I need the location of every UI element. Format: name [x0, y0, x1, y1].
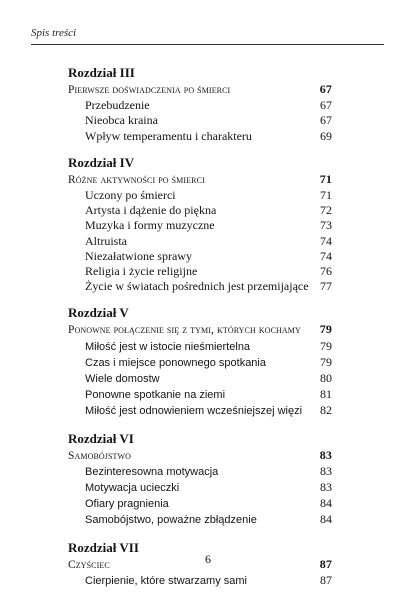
page-number: 6: [205, 552, 211, 566]
toc-entry: [68, 480, 332, 496]
toc-entry: [68, 129, 332, 144]
toc-entry-title: Uczony po śmierci: [85, 188, 176, 203]
toc-entry-page: 72: [320, 203, 332, 218]
toc-entry: [68, 387, 332, 403]
toc-entry-title: Wpływ temperamentu i charakteru: [85, 128, 252, 143]
toc-entry-page: 76: [320, 264, 332, 279]
toc-entry-title: Altruista: [85, 233, 127, 248]
chapter-page-number: 87: [319, 556, 332, 571]
toc-entry-page: 77: [320, 279, 332, 294]
toc-entry-page: 71: [320, 188, 332, 203]
toc-entry: [68, 218, 332, 233]
toc-entry: [68, 234, 332, 249]
toc-entry-page: 84: [320, 512, 332, 527]
toc-entry-title: Czas i miejsce ponownego spotkania: [85, 356, 266, 369]
chapter-label: Rozdział IV: [68, 154, 135, 170]
toc-entry: [68, 249, 332, 264]
chapter-page-number: 79: [319, 322, 332, 337]
chapter-label: Rozdział III: [68, 65, 135, 80]
toc-entry-title: Miłość jest w istocie nieśmiertelna: [85, 340, 251, 353]
toc-entry: [68, 573, 332, 589]
toc-entry-page: 69: [320, 128, 332, 143]
toc-entry-title: Nieobca kraina: [85, 113, 158, 128]
chapter-title-row: [68, 322, 332, 338]
chapter-4: [68, 156, 332, 295]
toc-entry-title: Muzyka i formy muzyczne: [85, 218, 215, 233]
toc-entry: [68, 512, 332, 528]
toc-entry: [68, 339, 332, 355]
chapter-title: Samobójstwo: [68, 449, 132, 462]
chapter-title-row: [68, 172, 332, 188]
toc-entry: [68, 113, 332, 128]
toc-entry-page: 74: [320, 233, 332, 248]
toc-entry-title: Ponowne spotkanie na ziemi: [85, 389, 226, 402]
toc-entry-title: Artysta i dążenie do piękna: [85, 203, 217, 218]
toc-entry: [68, 98, 332, 113]
toc-entry-title: Cierpienie, które stwarzamy sami: [85, 574, 247, 587]
toc-entry: [68, 403, 332, 419]
toc-entry-title: Miłość jest odnowieniem wcześniejszej więzi: [85, 405, 303, 418]
table-of-contents: [68, 66, 332, 601]
toc-entry-page: 73: [320, 218, 332, 233]
chapter-title-row: [68, 82, 332, 98]
toc-entry-page: 82: [320, 403, 332, 418]
toc-entry-title: Przebudzenie: [85, 98, 150, 113]
toc-entry-page: 67: [320, 113, 332, 128]
header-rule: [31, 44, 384, 45]
toc-entry-title: Motywacja ucieczki: [85, 482, 180, 495]
running-header: Spis treści: [31, 27, 77, 39]
toc-entry-title: Wiele domostw: [85, 373, 160, 386]
toc-entry-title: Życie w światach pośrednich jest przemijające: [85, 279, 309, 294]
chapter-label: Rozdział VII: [68, 539, 139, 555]
toc-entry: [68, 264, 332, 279]
chapter-label: Rozdział V: [68, 305, 129, 321]
toc-entry-page: 79: [320, 338, 332, 353]
toc-entry-page: 87: [320, 572, 332, 587]
toc-entry-title: Bezinteresowna motywacja: [85, 465, 219, 478]
toc-entry-page: 67: [320, 98, 332, 113]
chapter-title-row: [68, 448, 332, 464]
toc-entry-page: 74: [320, 248, 332, 263]
chapter-page-number: 83: [319, 447, 332, 462]
chapter-3: [68, 66, 332, 144]
toc-entry-title: Samobójstwo, poważne zbłądzenie: [85, 514, 257, 527]
toc-entry: [68, 188, 332, 203]
toc-entry-page: 84: [320, 496, 332, 511]
toc-entry-title: Ofiary pragnienia: [85, 498, 169, 511]
toc-entry-page: 83: [320, 463, 332, 478]
chapter-label: Rozdział VI: [68, 430, 134, 446]
chapter-6: [68, 432, 332, 529]
toc-entry-title: Religia i życie religijne: [85, 264, 198, 279]
chapter-page-number: 67: [319, 82, 332, 96]
toc-entry-page: 81: [320, 387, 332, 402]
toc-entry: [68, 464, 332, 480]
chapter-5: [68, 306, 332, 419]
toc-entry: [68, 496, 332, 512]
chapter-title: Czyściec: [68, 558, 110, 571]
toc-entry: [68, 203, 332, 218]
chapter-title: Pierwsze doświadczenia po śmierci: [68, 84, 231, 96]
chapter-title: Ponowne połączenie się z tymi, których kochamy: [68, 324, 301, 337]
toc-entry-page: 80: [320, 371, 332, 386]
chapter-page-number: 71: [319, 171, 332, 186]
chapter-title: Różne aktywności po śmierci: [68, 173, 205, 186]
toc-entry: [68, 355, 332, 371]
toc-entry-page: 83: [320, 480, 332, 495]
toc-entry-page: 79: [320, 354, 332, 369]
toc-entry-title: Niezałatwione sprawy: [85, 248, 192, 263]
toc-entry: [68, 279, 332, 294]
toc-entry: [68, 371, 332, 387]
